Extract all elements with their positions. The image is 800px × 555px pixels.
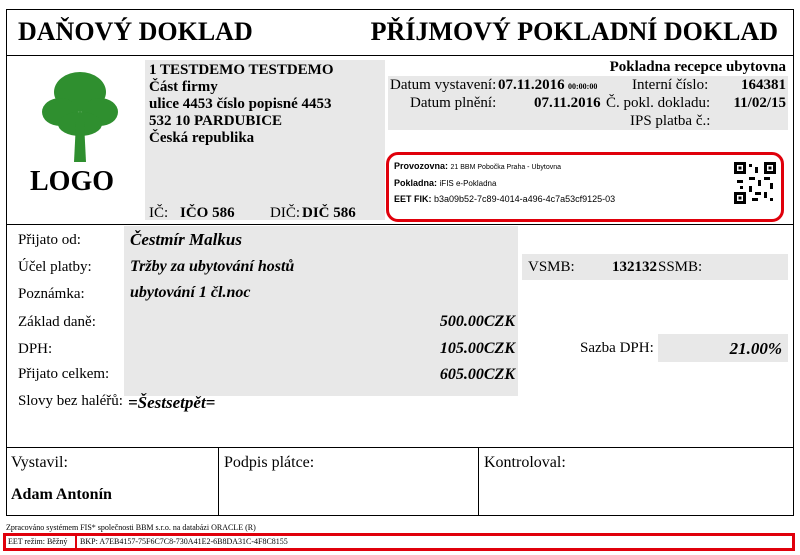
company-line-1: 1 TESTDEMO TESTDEMO: [149, 62, 334, 78]
purpose-value: Tržby za ubytování hostů: [130, 258, 295, 275]
purpose-label: Účel platby:: [18, 259, 92, 275]
eet-pokladna-value: iFIS e-Pokladna: [439, 179, 497, 188]
vsmb-value: 132132: [612, 259, 657, 275]
base-value: [400, 313, 515, 331]
signatures-divider: [6, 447, 794, 448]
footer-eet-mode-divider: [75, 533, 77, 551]
vat-rate-value: 21.00%: [729, 339, 782, 358]
words-label: Slovy bez haléřů:: [18, 393, 123, 409]
received-from-value: Čestmír Malkus: [130, 230, 242, 249]
receipt-no-label: Č. pokl. dokladu:: [606, 95, 711, 111]
eet-fik-row: [394, 194, 615, 204]
company-line-4: 532 10 PARDUBICE: [149, 113, 283, 129]
eet-pokladna-row: [394, 178, 496, 188]
base-amount: 500.00: [439, 313, 484, 330]
note-label: Poznámka:: [18, 286, 85, 302]
words-value: =Šestsetpět=: [128, 393, 216, 412]
internal-no: 164381: [741, 77, 786, 93]
ips-label: IPS platba č.:: [630, 113, 711, 129]
eet-provozovna-label: Provozovna:: [394, 161, 449, 171]
dph-value: [400, 340, 515, 358]
eet-pokladna-label: Pokladna:: [394, 178, 438, 188]
ssmb-label: SSMB:: [658, 259, 703, 275]
vsmb-label: VSMB:: [528, 259, 575, 275]
signatures-col-divider-2: [478, 447, 479, 516]
dph-currency: CZK: [483, 340, 515, 357]
tax-date: 07.11.2016: [534, 95, 601, 111]
received-from-label: Přijato od:: [18, 232, 81, 248]
signatures-col-divider-1: [218, 447, 219, 516]
processed-note: Zpracováno systémem FIS* společnosti BBM s.r.o. na databázi ORACLE (R): [6, 523, 256, 532]
total-label: Přijato celkem:: [18, 366, 110, 382]
dic-value: DIČ 586: [302, 205, 356, 221]
base-label: Základ daně:: [18, 314, 96, 330]
receipt-no: 11/02/15: [733, 95, 786, 111]
base-currency: CZK: [483, 313, 515, 330]
ico-label: IČ:: [149, 205, 169, 221]
footer-eet-mode: EET režim: Běžný: [8, 537, 68, 546]
company-line-3: ulice 4453 číslo popisné 4453: [149, 96, 332, 112]
header-right-title: PŘÍJMOVÝ POKLADNÍ DOKLAD: [370, 17, 778, 46]
issued-by-label: Vystavil:: [11, 454, 68, 471]
company-line-5: Česká republika: [149, 130, 255, 146]
total-amount: 605.00: [439, 366, 484, 383]
cash-register-title: Pokladna recepce ubytovna: [609, 59, 786, 75]
ico-value: IČO 586: [180, 205, 235, 221]
issued-by-value: Adam Antonín: [11, 486, 112, 503]
issue-date: 07.11.2016: [498, 77, 565, 93]
eet-provozovna-value: 21 BBM Pobočka Praha - Ubytovna: [450, 164, 562, 171]
dic-label: DIČ:: [270, 205, 300, 221]
issue-date-label: Datum vystavení:: [390, 77, 497, 93]
dph-label: DPH:: [18, 341, 53, 357]
qr-code-icon: [734, 162, 776, 204]
checked-label: Kontroloval:: [484, 454, 566, 471]
tax-date-label: Datum plnění:: [410, 95, 497, 111]
internal-no-label: Interní číslo:: [632, 77, 709, 93]
header-left-title: DAŇOVÝ DOKLAD: [18, 17, 253, 46]
eet-fik-value: b3a09b52-7c89-4014-a496-4c7a53cf9125-03: [434, 194, 616, 204]
issue-time: 00:00:00: [568, 82, 598, 91]
payer-sign-label: Podpis plátce:: [224, 454, 315, 471]
vat-rate-label: Sazba DPH:: [580, 340, 654, 356]
footer-bkp: BKP: A7EB4157-75F6C7C8-730A41E2-6B8DA31C-4F8C8155: [80, 537, 288, 546]
section-divider: [6, 224, 794, 225]
note-value: ubytování 1 čl.noc: [130, 284, 251, 301]
dph-amount: 105.00: [439, 340, 484, 357]
logo-text: LOGO: [30, 166, 115, 197]
eet-fik-label: EET FIK:: [394, 194, 432, 204]
company-line-2: Část firmy: [149, 79, 218, 95]
total-value: [400, 366, 515, 384]
eet-provozovna-row: [394, 161, 561, 171]
logo-tree-icon: [40, 62, 120, 164]
total-currency: CZK: [483, 366, 515, 383]
